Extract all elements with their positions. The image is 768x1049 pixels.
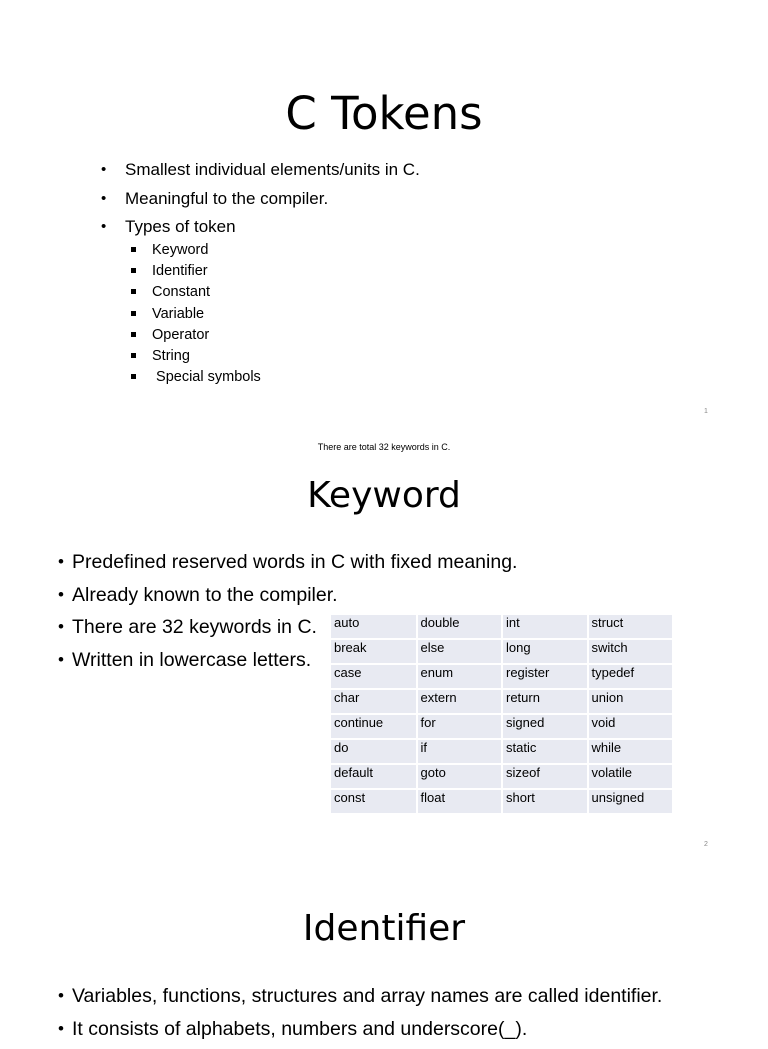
keyword-cell: struct [588,615,674,639]
bullet-item: • Smallest individual elements/units in C. [101,160,420,189]
sub-bullet-item: String [131,348,261,369]
keyword-cell: short [502,789,588,813]
keyword-cell: float [417,789,503,813]
slide-title: Keyword [0,473,768,519]
bullet-item: • Already known to the compiler. [58,583,517,616]
keyword-cell: union [588,689,674,714]
keyword-cell: auto [331,615,417,639]
bullet-list [58,984,662,1049]
bullet-item: • Meaningful to the compiler. [101,189,420,218]
sub-bullet-item: Operator [131,327,261,348]
bullet-item: • Written in lowercase letters. [58,648,517,681]
keyword-cell: do [331,739,417,764]
sub-bullet-item: Special symbols [131,369,261,390]
keyword-cell: long [502,639,588,664]
keyword-cell: switch [588,639,674,664]
keyword-cell: else [417,639,503,664]
keyword-cell: enum [417,664,503,689]
keyword-cell: void [588,714,674,739]
keyword-cell: break [331,639,417,664]
page-number: 2 [704,841,708,848]
bullet-item: • Types of token [101,217,420,246]
bullet-item: • Variables, functions, structures and array names are called identifier. [58,984,662,1017]
slide-title: Identifier [0,906,768,952]
sub-bullet-item: Identifier [131,263,261,284]
keyword-cell: for [417,714,503,739]
keyword-cell: default [331,764,417,789]
keyword-cell: return [502,689,588,714]
keyword-cell: double [417,615,503,639]
keyword-cell: typedef [588,664,674,689]
keyword-cell: int [502,615,588,639]
slide-note: There are total 32 keywords in C. [0,442,768,452]
sub-bullet-item: Constant [131,284,261,305]
sub-bullet-item: Variable [131,306,261,327]
keyword-cell: continue [331,714,417,739]
sub-bullet-item: Keyword [131,242,261,263]
keyword-cell: case [331,664,417,689]
keyword-cell: if [417,739,503,764]
keyword-cell: sizeof [502,764,588,789]
bullet-item: • There are 32 keywords in C. [58,615,517,648]
keyword-cell: char [331,689,417,714]
keyword-cell: const [331,789,417,813]
keyword-cell: unsigned [588,789,674,813]
keyword-cell: while [588,739,674,764]
keyword-cell: signed [502,714,588,739]
keyword-cell: register [502,664,588,689]
keyword-cell: goto [417,764,503,789]
keyword-cell: extern [417,689,503,714]
page-number: 1 [704,408,708,415]
bullet-item: • Predefined reserved words in C with fixed meaning. [58,550,517,583]
bullet-item: • It consists of alphabets, numbers and underscore(_). [58,1017,662,1049]
keyword-cell: volatile [588,764,674,789]
keyword-cell: static [502,739,588,764]
slide-title: C Tokens [0,84,768,144]
